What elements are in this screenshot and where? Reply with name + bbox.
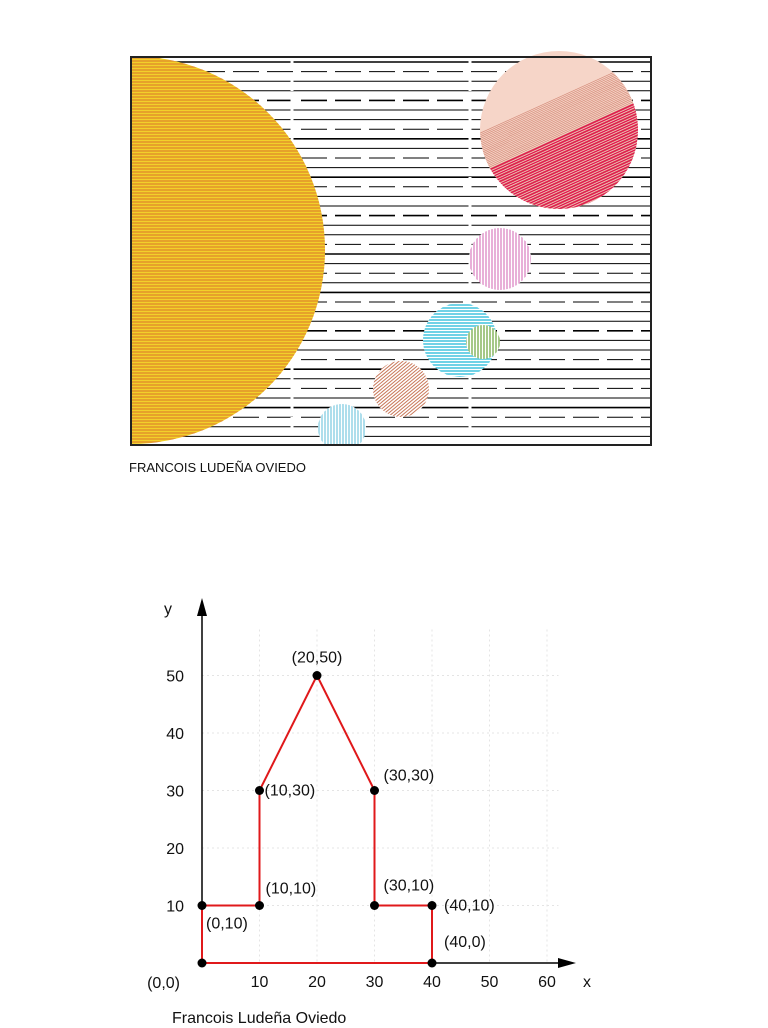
y-tick-label: 30 <box>166 783 184 801</box>
x-tick-label: 10 <box>250 974 269 991</box>
x-tick-label: 20 <box>308 974 326 991</box>
vertex-dot <box>428 901 437 910</box>
vertex-label: (30,10) <box>383 877 435 895</box>
vertex-label: (40,10) <box>444 897 495 915</box>
vertex-dot <box>313 671 322 680</box>
vertex-label: (0,0) <box>147 975 180 992</box>
x-axis-arrow-icon <box>558 958 576 968</box>
artwork-caption: FRANCOIS LUDEÑA OVIEDO <box>129 460 306 475</box>
x-tick-label: 30 <box>365 974 384 991</box>
y-tick-label: 20 <box>166 841 184 858</box>
x-tick-label: 40 <box>423 974 441 991</box>
vertex-label: (10,10) <box>265 880 317 898</box>
vertex-label: (30,30) <box>383 767 435 785</box>
y-tick-label: 50 <box>166 668 184 686</box>
vertex-label: (0,10) <box>206 915 248 933</box>
vertex-dot <box>370 786 379 795</box>
vertex-label: (20,50) <box>291 649 343 667</box>
vertex-label: (10,30) <box>264 782 316 800</box>
x-tick-label: 50 <box>480 974 499 991</box>
tick-labels <box>166 669 556 992</box>
grid <box>202 630 559 964</box>
diagram-caption: Francois Ludeña Oviedo <box>172 1010 347 1027</box>
vertices <box>147 650 495 993</box>
vertex-dot <box>370 901 379 910</box>
vertex-label: (40,0) <box>444 934 486 951</box>
vertex-dot <box>255 901 264 910</box>
y-tick-label: 10 <box>166 898 184 916</box>
y-tick-label: 40 <box>166 726 184 743</box>
y-axis-label: y <box>164 601 172 618</box>
y-axis-arrow-icon <box>197 598 207 616</box>
x-tick-label: 60 <box>538 974 556 991</box>
vertex-dot <box>428 959 437 968</box>
vertex-dot <box>198 901 207 910</box>
x-axis-label: x <box>583 974 591 991</box>
vertex-dot <box>198 959 207 968</box>
vertex-dot <box>255 786 264 795</box>
